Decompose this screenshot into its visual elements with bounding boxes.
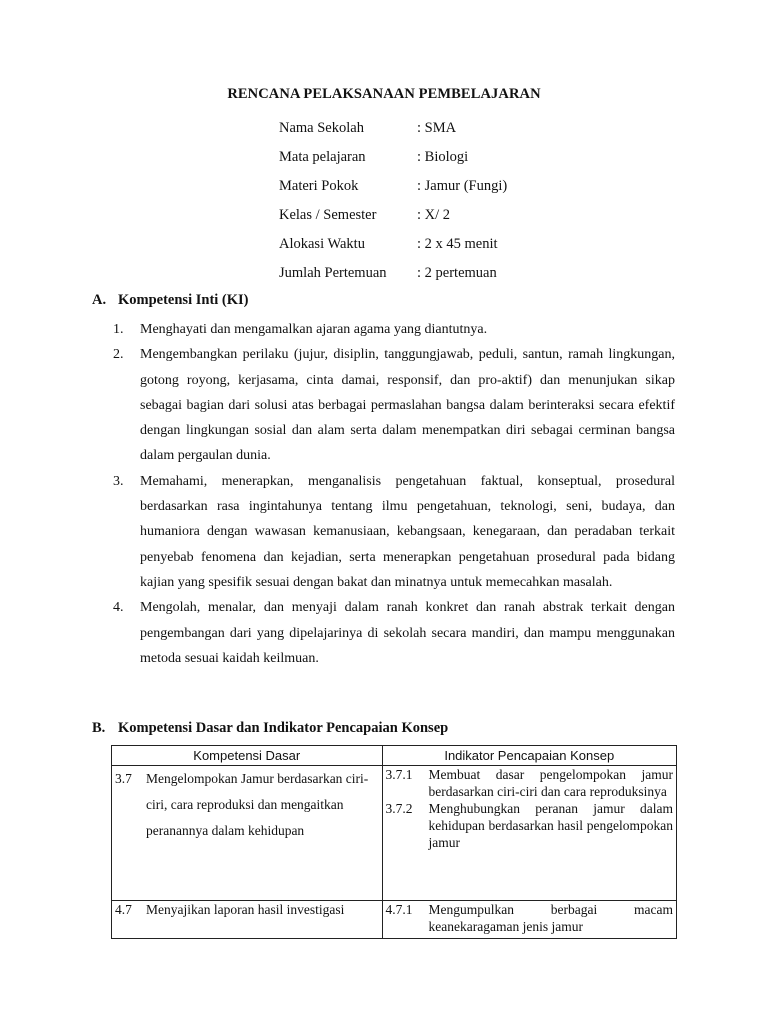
table-header-indikator: Indikator Pencapaian Konsep <box>382 746 676 766</box>
indicator-item <box>386 901 673 935</box>
info-row-sekolah <box>279 118 507 147</box>
info-value: : X/ 2 <box>417 207 451 223</box>
list-number: 4. <box>113 600 124 616</box>
indicator-text: Mengumpulkan berbagai macam keanekaragaman jenis jamur <box>428 902 673 934</box>
table-row <box>112 766 677 901</box>
table-header-row <box>112 746 677 766</box>
info-label: Jumlah Pertemuan <box>279 265 387 281</box>
info-value: : SMA <box>417 120 457 136</box>
table-cell-kd <box>112 901 383 939</box>
info-row-materi <box>279 176 507 205</box>
list-item <box>113 469 675 595</box>
info-value: : Biologi <box>417 149 469 165</box>
list-number: 2. <box>113 347 124 363</box>
indicator-number: 3.7.1 <box>385 767 413 782</box>
section-a-heading <box>92 292 249 309</box>
info-row-kelas <box>279 205 507 234</box>
indicator-text: Membuat dasar pengelompokan jamur berdasarkan ciri-ciri dan cara reproduksinya <box>428 767 673 799</box>
table-header-kd: Kompetensi Dasar <box>112 746 383 766</box>
list-item <box>113 595 675 671</box>
list-text: Menghayati dan mengamalkan ajaran agama yang diantutnya. <box>140 322 488 337</box>
list-number: 3. <box>113 473 124 489</box>
info-row-pertemuan <box>279 263 507 292</box>
indicator-number: 4.7.1 <box>385 902 413 917</box>
info-row-mapel <box>279 147 507 176</box>
list-number: 1. <box>113 322 124 337</box>
table-cell-indikator <box>382 901 676 939</box>
info-value: : 2 pertemuan <box>417 265 497 281</box>
list-text: Memahami, menerapkan, menganalisis pengetahuan faktual, konseptual, prosedural berdasarkan rasa ingintahunya tentang ilmu pengetahuan, teknologi, seni, budaya, dan humaniora dengan wawasan kemanusiaan, kebangsaan, kenegaraan, dan peradaban terkait penyebab fenomena dan kejadian, serta menerapkan pengetahuan prosedural pada bidang kajian yang spesifik sesuai dengan bakat dan minatnya untuk memecahkan masalah. <box>140 473 675 590</box>
section-title: Kompetensi Inti (KI) <box>118 292 249 308</box>
list-item <box>113 317 675 342</box>
indicator-item <box>386 800 673 851</box>
list-text: Mengembangkan perilaku (jujur, disiplin, tanggungjawab, peduli, santun, ramah lingkungan, gotong royong, kerjasama, cinta damai, responsif, dan pro-aktif) dan menunjukan sikap sebagai bagian dari solusi atas berbagai permaslahan bangsa dalam berinteraksi secara efektif dengan lingkungan sosial dan alam serta dalam menempatkan diri sebagai cerminan bangsa dalam pergaulan dunia. <box>140 347 675 464</box>
kd-number: 4.7 <box>115 902 132 917</box>
indicator-number: 3.7.2 <box>385 801 413 816</box>
table-cell-indikator <box>382 766 676 901</box>
kd-entry <box>115 901 379 918</box>
list-item <box>113 342 675 468</box>
section-b-heading <box>92 720 448 737</box>
info-label: Kelas / Semester <box>279 207 377 223</box>
section-letter: B. <box>92 720 106 736</box>
table-row <box>112 901 677 939</box>
section-letter: A. <box>92 292 107 308</box>
identity-table <box>279 118 507 292</box>
table-cell-kd <box>112 766 383 901</box>
info-label: Alokasi Waktu <box>279 236 365 252</box>
info-value: : 2 x 45 menit <box>417 236 498 252</box>
kd-text: Mengelompokan Jamur berdasarkan ciri-ciri, cara reproduksi dan mengaitkan peranannya dalam kehidupan <box>146 771 369 838</box>
list-text: Mengolah, menalar, dan menyaji dalam ranah konkret dan ranah abstrak terkait dengan pengembangan dari yang dipelajarinya di sekolah secara mandiri, dan mampu menggunakan metoda sesuai kaidah keilmuan. <box>140 600 675 666</box>
info-label: Mata pelajaran <box>279 149 366 165</box>
page-title: RENCANA PELAKSANAAN PEMBELAJARAN <box>227 86 541 102</box>
info-label: Nama Sekolah <box>279 120 364 136</box>
indicator-text: Menghubungkan peranan jamur dalam kehidupan berdasarkan hasil pengelompokan jamur <box>428 801 673 850</box>
indicator-item <box>386 766 673 800</box>
info-row-alokasi <box>279 234 507 263</box>
competency-table <box>111 745 677 939</box>
info-label: Materi Pokok <box>279 178 359 194</box>
kd-entry <box>115 766 379 844</box>
kd-text: Menyajikan laporan hasil investigasi <box>146 902 345 917</box>
info-value: : Jamur (Fungi) <box>417 178 508 194</box>
kd-number: 3.7 <box>115 771 132 786</box>
ki-list <box>113 317 675 671</box>
section-title: Kompetensi Dasar dan Indikator Pencapaian Konsep <box>118 720 449 736</box>
